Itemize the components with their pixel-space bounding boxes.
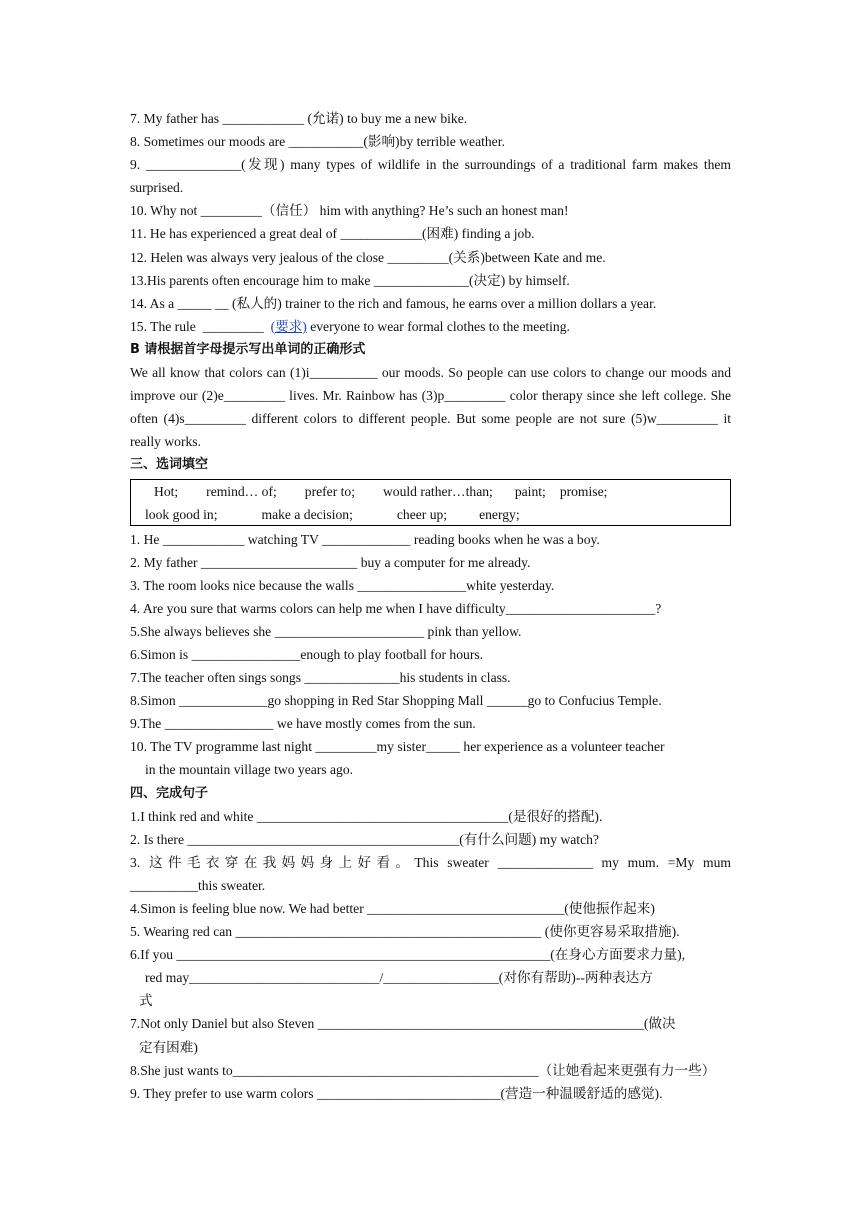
sentence-item-8: 8.She just wants to_____________________________________________（让她看起来更强有力一些） bbox=[130, 1062, 716, 1078]
word-bank-item: look good in; bbox=[145, 506, 218, 522]
word-bank-item: promise; bbox=[559, 483, 608, 499]
exercise-item-10: 10. Why not _________（信任） him with anything? He’s such an honest man! bbox=[130, 203, 569, 219]
sentence-item-2: 2. Is there ________________________________________(有什么问题) my watch? bbox=[130, 831, 599, 847]
section-b-heading: B 请根据首字母提示写出单词的正确形式 bbox=[130, 341, 366, 357]
fill-item-4: 4. Are you sure that warms colors can help me when I have difficulty______________________? bbox=[130, 600, 662, 616]
word-bank-item: prefer to; bbox=[304, 483, 355, 499]
sentence-item-6-line-3: 式 bbox=[139, 993, 153, 1009]
fill-item-7: 7.The teacher often sings songs ______________his students in class. bbox=[130, 670, 511, 686]
exercise-item-11: 11. He has experienced a great deal of ____________(困难) finding a job. bbox=[130, 226, 535, 242]
word-bank-box bbox=[130, 479, 731, 526]
sentence-item-6-line-2: red may____________________________/_________________(对你有帮助)--两种表达方 bbox=[145, 970, 653, 986]
sentence-item-5: 5. Wearing red can _____________________________________________ (使你更容易采取措施). bbox=[130, 924, 680, 940]
worksheet-page bbox=[130, 107, 731, 1105]
exercise-item-14: 14. As a _____ __ (私人的) trainer to the rich and famous, he earns over a million dollars a year. bbox=[130, 295, 657, 311]
section-3-list bbox=[130, 528, 731, 782]
fill-item-6: 6.Simon is ________________enough to play football for hours. bbox=[130, 646, 484, 662]
sentence-item-9: 9. They prefer to use warm colors ___________________________(营造一种温暖舒适的感觉). bbox=[130, 1085, 663, 1101]
sentence-item-3-line-1: 3. 这件毛衣穿在我妈妈身上好看。This sweater ______________ my mum. =My mum bbox=[130, 854, 731, 870]
part-a-list bbox=[130, 107, 731, 338]
exercise-item-12: 12. Helen was always very jealous of the close _________(关系)between Kate and me. bbox=[130, 249, 606, 265]
word-bank-row-2 bbox=[145, 503, 730, 526]
word-bank-item: Hot; bbox=[154, 483, 179, 499]
word-bank-item: would rather…than; bbox=[382, 483, 493, 499]
sentence-item-7-line-2: 定有困难) bbox=[139, 1039, 198, 1055]
sentence-item-7-line-1: 7.Not only Daniel but also Steven ________________________________________________(做决 bbox=[130, 1016, 676, 1032]
sentence-item-6-line-1: 6.If you _______________________________________________________(在身心方面要求力量), bbox=[130, 947, 686, 963]
word-bank-item: paint; bbox=[514, 483, 546, 499]
fill-item-9: 9.The ________________ we have mostly comes from the sun. bbox=[130, 716, 476, 732]
sentence-item-3-line-2: __________this sweater. bbox=[130, 877, 266, 893]
fill-item-1: 1. He ____________ watching TV _____________ reading books when he was a boy. bbox=[130, 531, 600, 547]
exercise-item-13: 13.His parents often encourage him to make ______________(决定) by himself. bbox=[130, 272, 570, 288]
item-15-text-after: everyone to wear formal clothes to the meeting. bbox=[306, 318, 570, 334]
exercise-item-15 bbox=[130, 315, 731, 338]
section-4-heading: 四、完成句子 bbox=[130, 785, 209, 801]
exercise-item-9: 9. ______________(发现) many types of wildlife in the surroundings of a traditional farm makes them surprised. bbox=[130, 157, 731, 196]
fill-item-8: 8.Simon _____________go shopping in Red Star Shopping Mall ______go to Confucius Temple. bbox=[130, 693, 662, 709]
fill-item-10-line-1: 10. The TV programme last night _________my sister_____ her experience as a volunteer teacher bbox=[130, 739, 665, 755]
item-15-hint-link[interactable]: (要求) bbox=[270, 318, 307, 334]
word-bank-item: cheer up; bbox=[396, 506, 448, 522]
fill-item-10-line-2: in the mountain village two years ago. bbox=[145, 762, 354, 778]
section-3-heading: 三、选词填空 bbox=[130, 457, 209, 473]
fill-item-3: 3. The room looks nice because the walls ________________white yesterday. bbox=[130, 577, 555, 593]
fill-item-2: 2. My father _______________________ buy a computer for me already. bbox=[130, 554, 531, 570]
sentence-item-1: 1.I think red and white _____________________________________(是很好的搭配). bbox=[130, 808, 603, 824]
word-bank-item: energy; bbox=[479, 506, 520, 522]
word-bank-row-1 bbox=[145, 480, 730, 503]
word-bank-item: make a decision; bbox=[261, 506, 353, 522]
section-4-list bbox=[130, 805, 731, 1105]
word-bank-item: remind… of; bbox=[206, 483, 277, 499]
section-b-paragraph: We all know that colors can (1)i__________ our moods. So people can use colors to change our moods and improve our (2)e_________ lives. Mr. Rainbow has (3)p_________ color therapy since she left college. She often (4)s_________ different colors to different people. But some people are not sure (5)w_________ it really works. bbox=[130, 365, 731, 450]
sentence-item-4: 4.Simon is feeling blue now. We had better _____________________________(使他振作起来) bbox=[130, 901, 655, 916]
item-15-text-before: 15. The rule _________ bbox=[130, 318, 271, 334]
exercise-item-8: 8. Sometimes our moods are ___________(影响)by terrible weather. bbox=[130, 134, 505, 150]
fill-item-5: 5.She always believes she ______________________ pink than yellow. bbox=[130, 623, 522, 639]
exercise-item-7: 7. My father has ____________ (允诺) to buy me a new bike. bbox=[130, 111, 468, 126]
